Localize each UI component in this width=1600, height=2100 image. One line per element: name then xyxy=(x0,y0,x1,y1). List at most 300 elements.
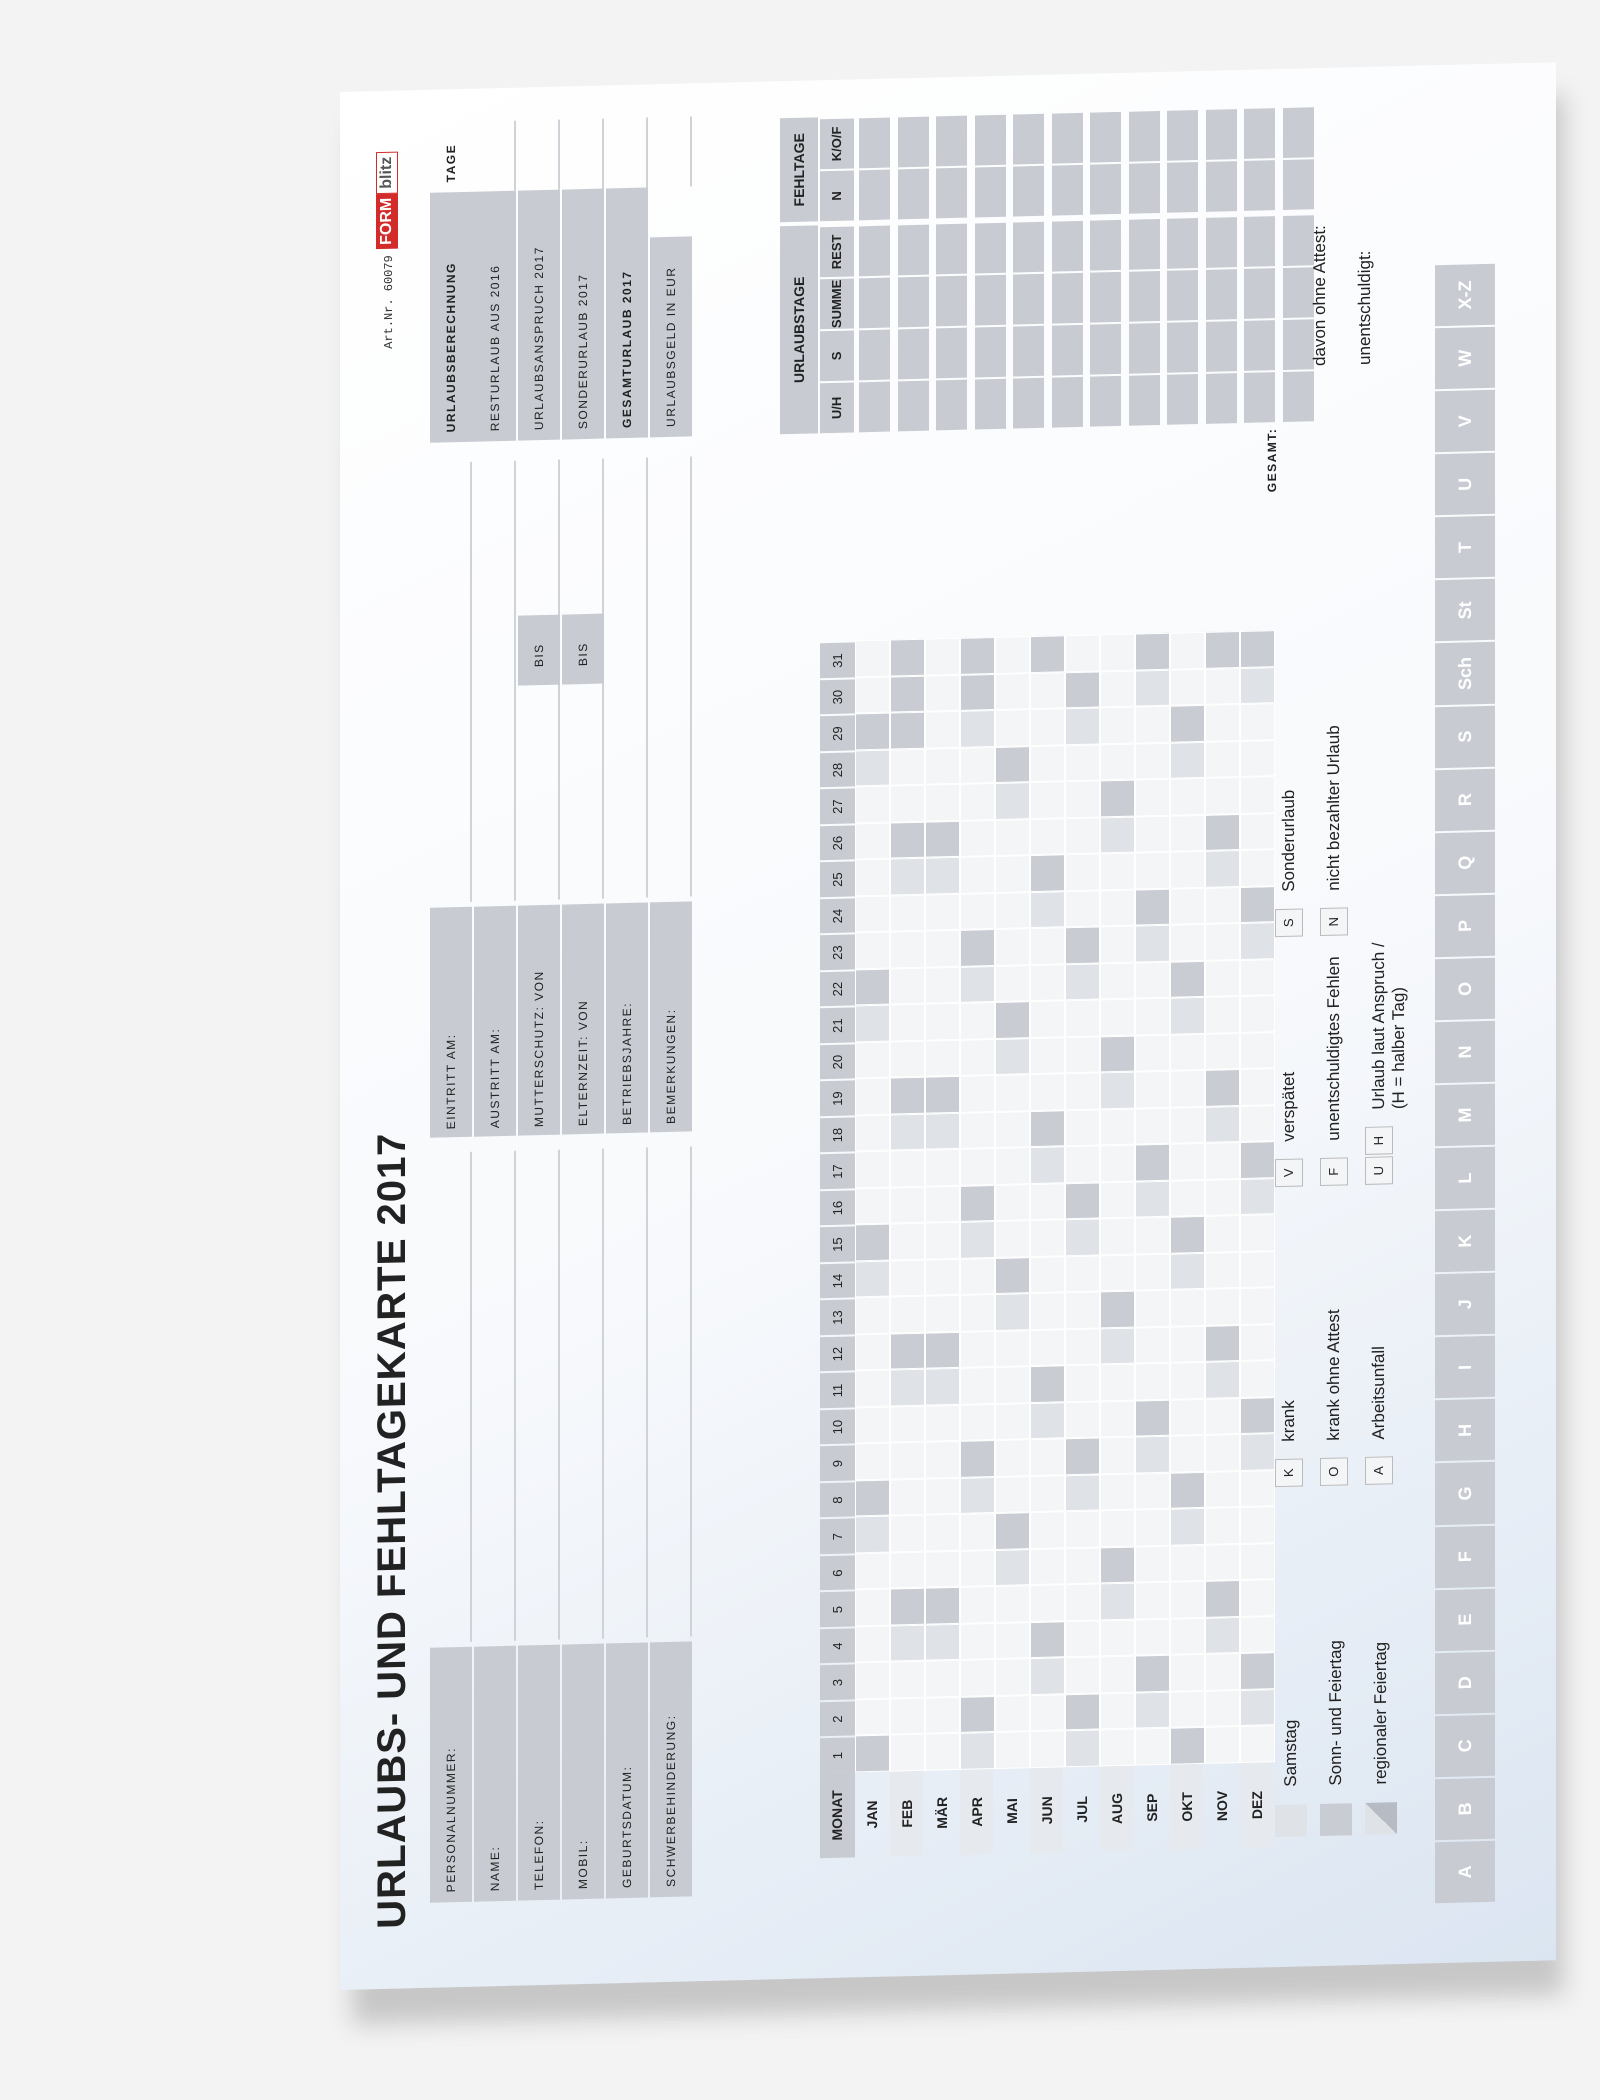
calendar-cell[interactable] xyxy=(855,1334,890,1371)
calendar-cell[interactable] xyxy=(1100,1328,1135,1365)
calendar-cell[interactable] xyxy=(855,1480,890,1517)
summary-cell[interactable] xyxy=(1129,111,1160,162)
calendar-cell[interactable] xyxy=(1030,1548,1065,1585)
calendar-cell[interactable] xyxy=(1205,1654,1240,1691)
calendar-cell[interactable] xyxy=(925,1186,960,1223)
calendar-cell[interactable] xyxy=(1170,1472,1205,1509)
calendar-cell[interactable] xyxy=(1205,778,1240,815)
calendar-cell[interactable] xyxy=(890,1552,925,1589)
calendar-cell[interactable] xyxy=(890,1187,925,1224)
calendar-cell[interactable] xyxy=(1030,855,1065,892)
calendar-cell[interactable] xyxy=(1100,1401,1135,1438)
calendar-cell[interactable] xyxy=(960,637,995,674)
calendar-cell[interactable] xyxy=(1030,1694,1065,1731)
summary-cell[interactable] xyxy=(1090,164,1121,215)
calendar-cell[interactable] xyxy=(995,710,1030,747)
index-tab-t[interactable]: T xyxy=(1435,516,1495,579)
calendar-cell[interactable] xyxy=(1170,742,1205,779)
calendar-cell[interactable] xyxy=(1065,708,1100,745)
calendar-cell[interactable] xyxy=(1135,743,1170,780)
calendar-cell[interactable] xyxy=(960,1002,995,1039)
summary-cell[interactable] xyxy=(1283,371,1314,422)
calendar-cell[interactable] xyxy=(1030,636,1065,673)
calendar-cell[interactable] xyxy=(855,1370,890,1407)
calendar-cell[interactable] xyxy=(1065,1730,1100,1767)
calendar-cell[interactable] xyxy=(995,673,1030,710)
calendar-cell[interactable] xyxy=(1135,1400,1170,1437)
calendar-cell[interactable] xyxy=(995,1148,1030,1185)
summary-cell[interactable] xyxy=(1090,376,1121,427)
calendar-cell[interactable] xyxy=(960,1513,995,1550)
calendar-cell[interactable] xyxy=(1170,1253,1205,1290)
calendar-cell[interactable] xyxy=(1065,1036,1100,1073)
calendar-cell[interactable] xyxy=(1135,1692,1170,1729)
calendar-cell[interactable] xyxy=(995,1440,1030,1477)
summary-cell[interactable] xyxy=(859,118,890,169)
calendar-cell[interactable] xyxy=(890,1479,925,1516)
calendar-cell[interactable] xyxy=(855,1297,890,1334)
calendar-cell[interactable] xyxy=(890,749,925,786)
calendar-cell[interactable] xyxy=(855,677,890,714)
calendar-cell[interactable] xyxy=(855,1224,890,1261)
calendar-cell[interactable] xyxy=(960,1550,995,1587)
calendar-cell[interactable] xyxy=(890,1114,925,1151)
summary-cell[interactable] xyxy=(1013,114,1044,165)
index-tab-sch[interactable]: Sch xyxy=(1435,642,1495,705)
calendar-cell[interactable] xyxy=(1205,997,1240,1034)
calendar-cell[interactable] xyxy=(925,1368,960,1405)
calendar-cell[interactable] xyxy=(1170,1435,1205,1472)
calendar-cell[interactable] xyxy=(995,1330,1030,1367)
index-tab-w[interactable]: W xyxy=(1435,327,1495,390)
summary-cell[interactable] xyxy=(1167,270,1198,321)
calendar-cell[interactable] xyxy=(890,822,925,859)
calendar-cell[interactable] xyxy=(1100,1145,1135,1182)
summary-cell[interactable] xyxy=(1283,319,1314,370)
calendar-cell[interactable] xyxy=(1030,1366,1065,1403)
calendar-cell[interactable] xyxy=(1065,1255,1100,1292)
calendar-cell[interactable] xyxy=(960,1039,995,1076)
calendar-cell[interactable] xyxy=(1065,1365,1100,1402)
calendar-cell[interactable] xyxy=(925,1660,960,1697)
calendar-cell[interactable] xyxy=(1135,1436,1170,1473)
index-tab-v[interactable]: V xyxy=(1435,390,1495,453)
calendar-cell[interactable] xyxy=(1240,923,1275,960)
summary-cell[interactable] xyxy=(936,276,967,327)
calendar-cell[interactable] xyxy=(1100,1620,1135,1657)
calendar-cell[interactable] xyxy=(1170,1180,1205,1217)
calendar-cell[interactable] xyxy=(1065,890,1100,927)
calendar-cell[interactable] xyxy=(960,966,995,1003)
calendar-cell[interactable] xyxy=(1030,1402,1065,1439)
calendar-cell[interactable] xyxy=(960,747,995,784)
calendar-cell[interactable] xyxy=(855,1626,890,1663)
calendar-cell[interactable] xyxy=(1205,1252,1240,1289)
calendar-cell[interactable] xyxy=(1065,1620,1100,1657)
calendar-cell[interactable] xyxy=(1030,1256,1065,1293)
calendar-cell[interactable] xyxy=(1100,1109,1135,1146)
summary-cell[interactable] xyxy=(1013,222,1044,273)
summary-cell[interactable] xyxy=(1206,373,1237,424)
summary-cell[interactable] xyxy=(1052,165,1083,216)
summary-cell[interactable] xyxy=(1013,166,1044,217)
calendar-cell[interactable] xyxy=(1205,1325,1240,1362)
summary-cell[interactable] xyxy=(1206,269,1237,320)
summary-cell[interactable] xyxy=(1090,220,1121,271)
calendar-cell[interactable] xyxy=(925,1332,960,1369)
calendar-cell[interactable] xyxy=(925,711,960,748)
summary-cell[interactable] xyxy=(1244,372,1275,423)
calendar-cell[interactable] xyxy=(1135,1071,1170,1108)
calendar-cell[interactable] xyxy=(1170,1508,1205,1545)
summary-cell[interactable] xyxy=(936,380,967,431)
summary-cell[interactable] xyxy=(1283,159,1314,210)
index-tab-r[interactable]: R xyxy=(1435,768,1495,831)
calendar-cell[interactable] xyxy=(1030,1293,1065,1330)
calendar-cell[interactable] xyxy=(1100,1218,1135,1255)
summary-cell[interactable] xyxy=(936,224,967,275)
calendar-cell[interactable] xyxy=(925,1222,960,1259)
calendar-cell[interactable] xyxy=(1030,1183,1065,1220)
calendar-cell[interactable] xyxy=(1100,926,1135,963)
summary-cell[interactable] xyxy=(1206,161,1237,212)
calendar-cell[interactable] xyxy=(960,1148,995,1185)
calendar-cell[interactable] xyxy=(890,1260,925,1297)
calendar-cell[interactable] xyxy=(1065,1438,1100,1475)
calendar-cell[interactable] xyxy=(925,638,960,675)
calendar-cell[interactable] xyxy=(890,895,925,932)
calendar-cell[interactable] xyxy=(1135,1290,1170,1327)
summary-cell[interactable] xyxy=(1244,108,1275,159)
calendar-cell[interactable] xyxy=(1205,1508,1240,1545)
calendar-cell[interactable] xyxy=(1030,1621,1065,1658)
index-tab-e[interactable]: E xyxy=(1435,1588,1495,1651)
calendar-cell[interactable] xyxy=(1065,1657,1100,1694)
calendar-cell[interactable] xyxy=(1065,635,1100,672)
calendar-cell[interactable] xyxy=(855,969,890,1006)
calendar-cell[interactable] xyxy=(1240,1397,1275,1434)
calendar-cell[interactable] xyxy=(995,1257,1030,1294)
calendar-cell[interactable] xyxy=(1240,1616,1275,1653)
calendar-cell[interactable] xyxy=(890,968,925,1005)
calendar-cell[interactable] xyxy=(925,1624,960,1661)
calendar-cell[interactable] xyxy=(855,1662,890,1699)
calendar-cell[interactable] xyxy=(890,1296,925,1333)
calendar-cell[interactable] xyxy=(890,858,925,895)
index-tab-a[interactable]: A xyxy=(1435,1841,1495,1904)
summary-cell[interactable] xyxy=(1052,273,1083,324)
calendar-cell[interactable] xyxy=(1100,1729,1135,1766)
calendar-cell[interactable] xyxy=(925,675,960,712)
index-tab-st[interactable]: St xyxy=(1435,579,1495,642)
calendar-cell[interactable] xyxy=(1100,1182,1135,1219)
calendar-cell[interactable] xyxy=(1030,928,1065,965)
calendar-cell[interactable] xyxy=(925,1076,960,1113)
calendar-cell[interactable] xyxy=(1065,1146,1100,1183)
calendar-cell[interactable] xyxy=(890,1515,925,1552)
summary-cell[interactable] xyxy=(1052,325,1083,376)
calendar-cell[interactable] xyxy=(1205,1398,1240,1435)
calendar-cell[interactable] xyxy=(890,1369,925,1406)
calendar-cell[interactable] xyxy=(1065,1401,1100,1438)
calendar-cell[interactable] xyxy=(1205,1544,1240,1581)
calendar-cell[interactable] xyxy=(855,1078,890,1115)
calendar-cell[interactable] xyxy=(1030,964,1065,1001)
calendar-cell[interactable] xyxy=(1135,670,1170,707)
calendar-cell[interactable] xyxy=(855,1699,890,1736)
summary-cell[interactable] xyxy=(1244,160,1275,211)
calendar-cell[interactable] xyxy=(1100,1072,1135,1109)
calendar-cell[interactable] xyxy=(890,931,925,968)
calendar-cell[interactable] xyxy=(1030,672,1065,709)
calendar-cell[interactable] xyxy=(890,1661,925,1698)
calendar-cell[interactable] xyxy=(1170,669,1205,706)
summary-cell[interactable] xyxy=(1013,326,1044,377)
calendar-cell[interactable] xyxy=(1065,1182,1100,1219)
summary-cell[interactable] xyxy=(1090,272,1121,323)
calendar-cell[interactable] xyxy=(1065,854,1100,891)
calendar-cell[interactable] xyxy=(960,1696,995,1733)
calendar-cell[interactable] xyxy=(1065,671,1100,708)
calendar-cell[interactable] xyxy=(1240,1178,1275,1215)
calendar-cell[interactable] xyxy=(1170,1727,1205,1764)
summary-cell[interactable] xyxy=(1129,323,1160,374)
calendar-cell[interactable] xyxy=(925,1003,960,1040)
calendar-cell[interactable] xyxy=(995,1549,1030,1586)
calendar-cell[interactable] xyxy=(1240,1251,1275,1288)
calendar-cell[interactable] xyxy=(1135,1181,1170,1218)
calendar-cell[interactable] xyxy=(1065,963,1100,1000)
calendar-cell[interactable] xyxy=(925,1587,960,1624)
calendar-cell[interactable] xyxy=(855,1407,890,1444)
calendar-cell[interactable] xyxy=(855,1005,890,1042)
calendar-cell[interactable] xyxy=(1100,1474,1135,1511)
calendar-cell[interactable] xyxy=(995,746,1030,783)
calendar-cell[interactable] xyxy=(1205,1289,1240,1326)
calendar-cell[interactable] xyxy=(1170,1143,1205,1180)
calendar-cell[interactable] xyxy=(1170,961,1205,998)
calendar-cell[interactable] xyxy=(1205,1179,1240,1216)
calendar-cell[interactable] xyxy=(960,1659,995,1696)
calendar-cell[interactable] xyxy=(1170,997,1205,1034)
calendar-cell[interactable] xyxy=(1240,1434,1275,1471)
calendar-cell[interactable] xyxy=(995,1111,1030,1148)
calendar-cell[interactable] xyxy=(1170,1654,1205,1691)
summary-cell[interactable] xyxy=(1206,217,1237,268)
calendar-cell[interactable] xyxy=(1240,1543,1275,1580)
calendar-cell[interactable] xyxy=(925,1733,960,1770)
calendar-cell[interactable] xyxy=(925,1149,960,1186)
calendar-cell[interactable] xyxy=(1100,634,1135,671)
calendar-cell[interactable] xyxy=(995,856,1030,893)
summary-cell[interactable] xyxy=(975,115,1006,166)
calendar-cell[interactable] xyxy=(960,1294,995,1331)
calendar-cell[interactable] xyxy=(1240,886,1275,923)
calendar-cell[interactable] xyxy=(960,893,995,930)
calendar-cell[interactable] xyxy=(925,857,960,894)
calendar-cell[interactable] xyxy=(1170,1216,1205,1253)
calendar-cell[interactable] xyxy=(995,1476,1030,1513)
index-tab-g[interactable]: G xyxy=(1435,1462,1495,1525)
summary-cell[interactable] xyxy=(936,328,967,379)
calendar-cell[interactable] xyxy=(1100,744,1135,781)
calendar-cell[interactable] xyxy=(1205,1727,1240,1764)
calendar-cell[interactable] xyxy=(890,1077,925,1114)
calendar-cell[interactable] xyxy=(855,1735,890,1772)
calendar-cell[interactable] xyxy=(1170,1107,1205,1144)
calendar-cell[interactable] xyxy=(1170,1691,1205,1728)
calendar-cell[interactable] xyxy=(925,784,960,821)
calendar-cell[interactable] xyxy=(1100,890,1135,927)
calendar-cell[interactable] xyxy=(960,1477,995,1514)
calendar-cell[interactable] xyxy=(1100,1510,1135,1547)
calendar-cell[interactable] xyxy=(855,896,890,933)
calendar-cell[interactable] xyxy=(1030,1658,1065,1695)
summary-cell[interactable] xyxy=(898,381,929,432)
calendar-cell[interactable] xyxy=(1170,1399,1205,1436)
index-tab-k[interactable]: K xyxy=(1435,1210,1495,1273)
calendar-cell[interactable] xyxy=(1205,814,1240,851)
calendar-cell[interactable] xyxy=(925,1259,960,1296)
summary-cell[interactable] xyxy=(859,330,890,381)
calendar-cell[interactable] xyxy=(1030,1731,1065,1768)
calendar-cell[interactable] xyxy=(1030,1037,1065,1074)
calendar-cell[interactable] xyxy=(1100,1255,1135,1292)
index-tab-c[interactable]: C xyxy=(1435,1715,1495,1778)
calendar-cell[interactable] xyxy=(890,1588,925,1625)
calendar-cell[interactable] xyxy=(890,1004,925,1041)
calendar-cell[interactable] xyxy=(995,929,1030,966)
summary-cell[interactable] xyxy=(1013,274,1044,325)
summary-cell[interactable] xyxy=(898,329,929,380)
calendar-cell[interactable] xyxy=(925,1441,960,1478)
calendar-cell[interactable] xyxy=(1100,1583,1135,1620)
calendar-cell[interactable] xyxy=(1135,852,1170,889)
calendar-cell[interactable] xyxy=(960,1331,995,1368)
calendar-cell[interactable] xyxy=(1065,744,1100,781)
calendar-cell[interactable] xyxy=(1030,818,1065,855)
calendar-cell[interactable] xyxy=(960,1075,995,1112)
calendar-cell[interactable] xyxy=(995,1586,1030,1623)
summary-cell[interactable] xyxy=(1129,375,1160,426)
calendar-cell[interactable] xyxy=(855,1115,890,1152)
calendar-cell[interactable] xyxy=(995,1294,1030,1331)
calendar-cell[interactable] xyxy=(1065,1109,1100,1146)
summary-cell[interactable] xyxy=(1244,216,1275,267)
calendar-cell[interactable] xyxy=(1030,1001,1065,1038)
calendar-cell[interactable] xyxy=(1240,850,1275,887)
calendar-cell[interactable] xyxy=(925,748,960,785)
index-tab-q[interactable]: Q xyxy=(1435,831,1495,894)
calendar-cell[interactable] xyxy=(1100,1656,1135,1693)
calendar-cell[interactable] xyxy=(1240,1142,1275,1179)
calendar-cell[interactable] xyxy=(1205,1690,1240,1727)
summary-cell[interactable] xyxy=(936,168,967,219)
calendar-cell[interactable] xyxy=(995,637,1030,674)
calendar-cell[interactable] xyxy=(925,821,960,858)
calendar-cell[interactable] xyxy=(1100,963,1135,1000)
summary-cell[interactable] xyxy=(1052,377,1083,428)
calendar-cell[interactable] xyxy=(1065,1693,1100,1730)
calendar-cell[interactable] xyxy=(1030,709,1065,746)
calendar-cell[interactable] xyxy=(1100,1693,1135,1730)
calendar-cell[interactable] xyxy=(1205,1471,1240,1508)
calendar-cell[interactable] xyxy=(890,1442,925,1479)
index-tab-i[interactable]: I xyxy=(1435,1336,1495,1399)
calendar-cell[interactable] xyxy=(1100,1291,1135,1328)
calendar-cell[interactable] xyxy=(855,713,890,750)
calendar-cell[interactable] xyxy=(960,1367,995,1404)
summary-cell[interactable] xyxy=(1129,219,1160,270)
calendar-cell[interactable] xyxy=(1030,745,1065,782)
calendar-cell[interactable] xyxy=(1170,815,1205,852)
calendar-cell[interactable] xyxy=(1065,1219,1100,1256)
calendar-cell[interactable] xyxy=(1240,1069,1275,1106)
calendar-cell[interactable] xyxy=(995,1221,1030,1258)
calendar-cell[interactable] xyxy=(890,1734,925,1771)
calendar-cell[interactable] xyxy=(925,1295,960,1332)
index-tab-f[interactable]: F xyxy=(1435,1525,1495,1588)
calendar-cell[interactable] xyxy=(925,1040,960,1077)
calendar-cell[interactable] xyxy=(1240,1215,1275,1252)
calendar-cell[interactable] xyxy=(1240,1470,1275,1507)
summary-cell[interactable] xyxy=(975,167,1006,218)
calendar-cell[interactable] xyxy=(855,750,890,787)
calendar-cell[interactable] xyxy=(995,819,1030,856)
index-tab-j[interactable]: J xyxy=(1435,1273,1495,1336)
calendar-cell[interactable] xyxy=(925,1405,960,1442)
calendar-cell[interactable] xyxy=(1205,1435,1240,1472)
calendar-cell[interactable] xyxy=(1240,667,1275,704)
summary-cell[interactable] xyxy=(1167,218,1198,269)
calendar-cell[interactable] xyxy=(890,1625,925,1662)
calendar-cell[interactable] xyxy=(1240,1507,1275,1544)
calendar-cell[interactable] xyxy=(1065,1328,1100,1365)
calendar-cell[interactable] xyxy=(960,1185,995,1222)
summary-cell[interactable] xyxy=(898,225,929,276)
summary-cell[interactable] xyxy=(1167,374,1198,425)
calendar-cell[interactable] xyxy=(960,1440,995,1477)
calendar-cell[interactable] xyxy=(1135,1108,1170,1145)
calendar-cell[interactable] xyxy=(1205,1216,1240,1253)
calendar-cell[interactable] xyxy=(1170,924,1205,961)
calendar-cell[interactable] xyxy=(890,676,925,713)
calendar-cell[interactable] xyxy=(855,823,890,860)
calendar-cell[interactable] xyxy=(1205,1617,1240,1654)
calendar-cell[interactable] xyxy=(855,1261,890,1298)
calendar-cell[interactable] xyxy=(925,1478,960,1515)
calendar-cell[interactable] xyxy=(1170,851,1205,888)
calendar-cell[interactable] xyxy=(1240,1580,1275,1617)
calendar-cell[interactable] xyxy=(890,639,925,676)
summary-cell[interactable] xyxy=(1129,163,1160,214)
calendar-cell[interactable] xyxy=(890,1041,925,1078)
calendar-cell[interactable] xyxy=(1135,1144,1170,1181)
calendar-cell[interactable] xyxy=(855,859,890,896)
calendar-cell[interactable] xyxy=(925,967,960,1004)
calendar-cell[interactable] xyxy=(890,1698,925,1735)
calendar-cell[interactable] xyxy=(1205,1070,1240,1107)
summary-cell[interactable] xyxy=(975,275,1006,326)
calendar-cell[interactable] xyxy=(960,1623,995,1660)
calendar-cell[interactable] xyxy=(1065,817,1100,854)
index-tab-u[interactable]: U xyxy=(1435,453,1495,516)
calendar-cell[interactable] xyxy=(995,1367,1030,1404)
calendar-cell[interactable] xyxy=(1135,1035,1170,1072)
calendar-cell[interactable] xyxy=(1240,704,1275,741)
calendar-cell[interactable] xyxy=(1065,781,1100,818)
index-tab-p[interactable]: P xyxy=(1435,895,1495,958)
